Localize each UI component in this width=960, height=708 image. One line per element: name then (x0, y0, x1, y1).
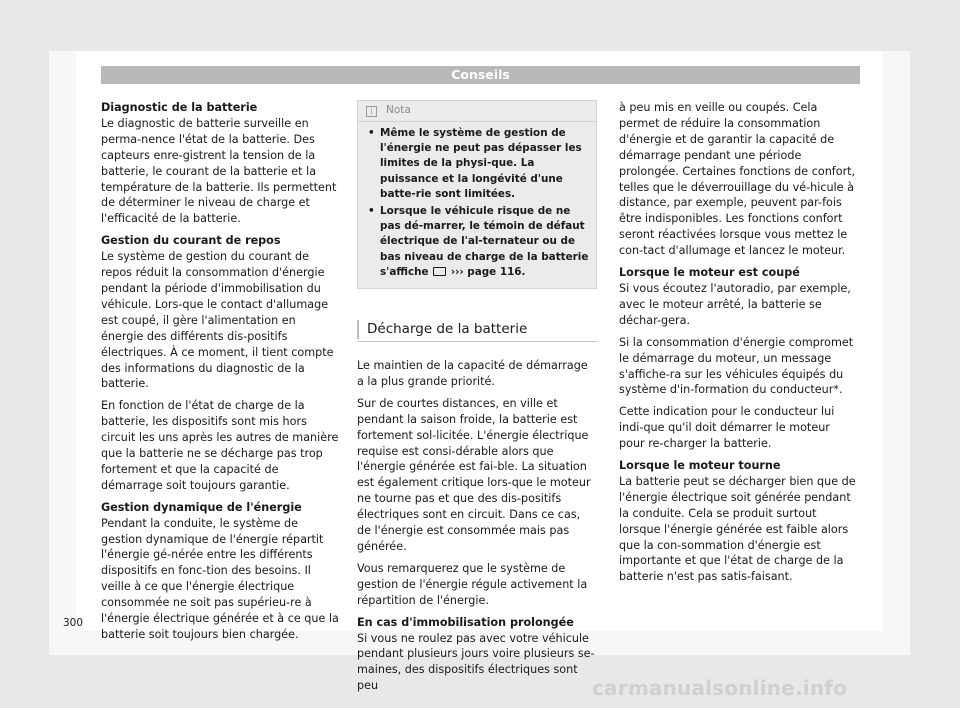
paragraph: Le diagnostic de batterie surveille en perma-nence l'état de la batterie. Des capteurs enre-gistrent la tension de la batterie, le courant de la batterie et la température de la batterie. Ils permettent de déterminer le niveau de charge et l'efficacité de la batterie. (101, 116, 337, 226)
paragraph: La batterie peut se décharger bien que de l'énergie électrique soit générée pendant la conduite. Cela se produit surtout lorsque l'énergie générée est faible alors que la con-sommation d'énergie est importante et que l'état de charge de la batterie n'est pas satis-faisant. (619, 474, 856, 584)
heading-prolonged-immobilisation: En cas d'immobilisation prolongée (357, 615, 574, 629)
note-header (358, 101, 596, 122)
chapter-header: Conseils (101, 66, 860, 84)
heading-engine-running: Lorsque le moteur tourne (619, 459, 781, 473)
paragraph: Le système de gestion du courant de repos réduit la consommation d'énergie pendant la période d'immobilisation du véhicule. Lors-que le contact d'allumage est coupé, il gère l'alimentation en énergie des différents dis-positifs électriques. À ce moment, il tient compte des informations du diagnostic de la batterie. (101, 250, 334, 391)
note-box (357, 100, 597, 289)
paragraph: Si vous ne roulez pas avec votre véhicule pendant plusieurs jours voire plusieurs se-maines, des dispositifs électriques sont peu (357, 631, 595, 693)
paragraph: à peu mis en veille ou coupés. Cela permet de réduire la consommation d'énergie et de garantir la capacité de démarrage pendant une période prolongée. Certaines fonctions de confort, telles que le déverrouillage du vé-hicule à distance, par exemple, peuvent par-fois être indisponibles. Les fonctions confort seront réactivées lorsque vous mettez le con-tact d'allumage et lancez le moteur. (619, 101, 856, 258)
page-reference-link[interactable]: ››› page 116. (450, 265, 526, 278)
note-item: • Lorsque le véhicule risque de ne pas dé-marrer, le témoin de défaut électrique de l'al-ternateur ou de bas niveau de charge de la batterie s'affiche ››› page 116. (380, 204, 590, 280)
paragraph: Cette indication pour le conducteur lui indi-que qu'il doit démarrer le moteur pour re-charger la batterie. (619, 405, 835, 451)
column-3 (619, 100, 859, 591)
column-1 (101, 100, 341, 649)
heading-engine-off: Lorsque le moteur est coupé (619, 266, 800, 280)
paragraph: Pendant la conduite, le système de gestion dynamique de l'énergie répartit l'énergie gé-nérée entre les différents dispositifs en fonc-tion des besoins. Il veille à ce que l'énergie électrique consommée ne soit pas supérieu-re à l'énergie électrique générée et à ce que la batterie soit toujours bien chargée. (101, 516, 339, 641)
paragraph: Sur de courtes distances, en ville et pendant la saison froide, la batterie est fortement sol-licitée. L'énergie électrique requise est consi-dérable alors que l'énergie générée est fai-ble. La situation est également critique lors-que le moteur ne tourne pas et que des dis-positifs électriques sont en circuit. Dans ce cas, de l'énergie est consommée mais pas générée. (357, 396, 591, 553)
info-icon: i (366, 106, 377, 117)
note-list (358, 126, 596, 280)
heading-battery-diagnostic: Diagnostic de la batterie (101, 101, 258, 114)
paragraph: En fonction de l'état de charge de la batterie, les dispositifs sont mis hors circuit les uns après les autres de manière que la batterie ne se décharge pas trop fortement et que la capacité de démarrage soit toujours garantie. (101, 399, 339, 492)
watermark: carmanualsonline.info (592, 676, 848, 700)
note-label: Nota (386, 104, 411, 117)
page-number: 300 (63, 617, 84, 629)
paragraph: Vous remarquerez que le système de gestion de l'énergie régule activement la répartition de l'énergie. (357, 561, 588, 607)
note-item: • Même le système de gestion de l'énergie ne peut pas dépasser les limites de la physi-que. La puissance et la longévité d'une batte-rie sont limitées. (380, 126, 590, 202)
paragraph: Si la consommation d'énergie compromet le démarrage du moteur, un message s'affiche-ra sur les véhicules équipés du système d'in-formation du conducteur*. (619, 335, 854, 397)
section-title: Décharge de la batterie (357, 319, 597, 342)
heading-dynamic-energy: Gestion dynamique de l'énergie (101, 500, 302, 514)
column-2 (357, 100, 597, 700)
paragraph: Si vous écoutez l'autoradio, par exemple, avec le moteur arrêté, la batterie se déchar-gera. (619, 281, 851, 327)
heading-rest-current: Gestion du courant de repos (101, 234, 281, 248)
paragraph: Le maintien de la capacité de démarrage a la plus grande priorité. (357, 359, 588, 388)
book-icon (433, 267, 446, 276)
